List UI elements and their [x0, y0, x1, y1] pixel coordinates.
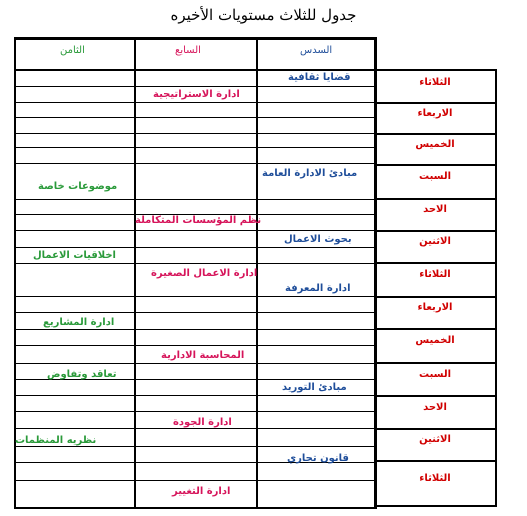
day-label: الثلاثاء — [419, 269, 451, 280]
day-separator — [374, 133, 497, 135]
course-sixth-1: قضايا ثقافية — [288, 72, 351, 83]
header-seventh: السابع — [175, 45, 201, 56]
day-label: الاثنين — [419, 434, 451, 445]
table-row-line — [15, 395, 375, 396]
course-eighth-3: ادارة المشاريع — [43, 317, 115, 328]
day-column-top-border — [374, 69, 497, 71]
table-row-line — [15, 163, 375, 164]
day-separator — [374, 362, 497, 364]
day-label: الخميس — [415, 138, 455, 150]
day-separator — [374, 428, 497, 430]
course-seventh-4: المحاسبة الادارية — [161, 350, 245, 361]
day-column-bottom-border — [374, 505, 497, 507]
day-separator — [374, 262, 497, 264]
course-seventh-6: ادارة التغيير — [172, 486, 231, 497]
header-sixth: السدس — [300, 45, 333, 56]
day-separator — [374, 164, 497, 166]
course-eighth-5: نظريه المنظمات — [15, 435, 97, 446]
day-label: الخميس — [415, 335, 455, 346]
course-sixth-3: بحوث الاعمال — [284, 234, 352, 245]
header-bottom-border — [14, 69, 377, 71]
table-row-line — [15, 411, 375, 412]
day-separator — [374, 102, 497, 104]
day-label: السبت — [418, 368, 452, 380]
day-separator — [374, 328, 497, 330]
table-row-line — [15, 230, 375, 231]
day-label: الاربعاء — [417, 302, 453, 313]
course-seventh-2: نظم المؤسسات المتكاملة — [135, 215, 262, 226]
table-row-line — [15, 363, 375, 364]
day-label: السبت — [418, 171, 452, 182]
course-sixth-4: ادارة المعرفة — [285, 283, 351, 294]
table-right-border — [374, 37, 377, 509]
day-label: الاحد — [423, 401, 447, 413]
day-label: الثلاثاء — [419, 76, 451, 88]
day-separator — [374, 460, 497, 462]
course-sixth-6: قانون تجاري — [287, 453, 349, 464]
course-seventh-5: ادارة الجودة — [173, 417, 232, 428]
table-row-line — [15, 480, 375, 481]
day-separator — [374, 230, 497, 232]
table-row-line — [15, 102, 375, 103]
day-label: الاربعاء — [417, 107, 453, 119]
table-row-line — [15, 296, 375, 297]
day-label: الثلاثاء — [419, 472, 451, 484]
table-row-line — [15, 263, 375, 264]
table-row-line — [15, 117, 375, 118]
table-row-line — [15, 133, 375, 134]
table-row-line — [15, 329, 375, 330]
table-row-line — [15, 147, 375, 148]
table-row-line — [15, 312, 375, 313]
table-row-line — [15, 247, 375, 248]
page-title: جدول للثلاث مستويات الأخيره — [170, 6, 357, 24]
day-separator — [374, 395, 497, 397]
header-eighth: الثامن — [60, 45, 85, 56]
table-row-line — [15, 86, 375, 87]
course-eighth-4: تعاقد وتفاوض — [47, 369, 117, 380]
course-sixth-5: مبادئ التوريد — [282, 382, 347, 393]
day-label: الاثنين — [419, 236, 451, 247]
day-separator — [374, 296, 497, 298]
table-top-border — [14, 37, 377, 40]
table-row-line — [15, 345, 375, 346]
course-eighth-2: اخلاقيات الاعمال — [33, 250, 116, 261]
course-seventh-3: ادارة الاعمال الصغيرة — [151, 268, 258, 279]
table-row-line — [15, 199, 375, 200]
day-label: الاحد — [423, 204, 447, 215]
course-eighth-1: موضوعات خاصة — [38, 181, 118, 192]
table-bottom-border — [14, 507, 377, 509]
course-seventh-1: ادارة الاستراتيجية — [153, 89, 240, 100]
day-separator — [374, 198, 497, 200]
course-sixth-2: مبادئ الادارة العامة — [262, 168, 358, 179]
column-divider — [134, 37, 136, 509]
